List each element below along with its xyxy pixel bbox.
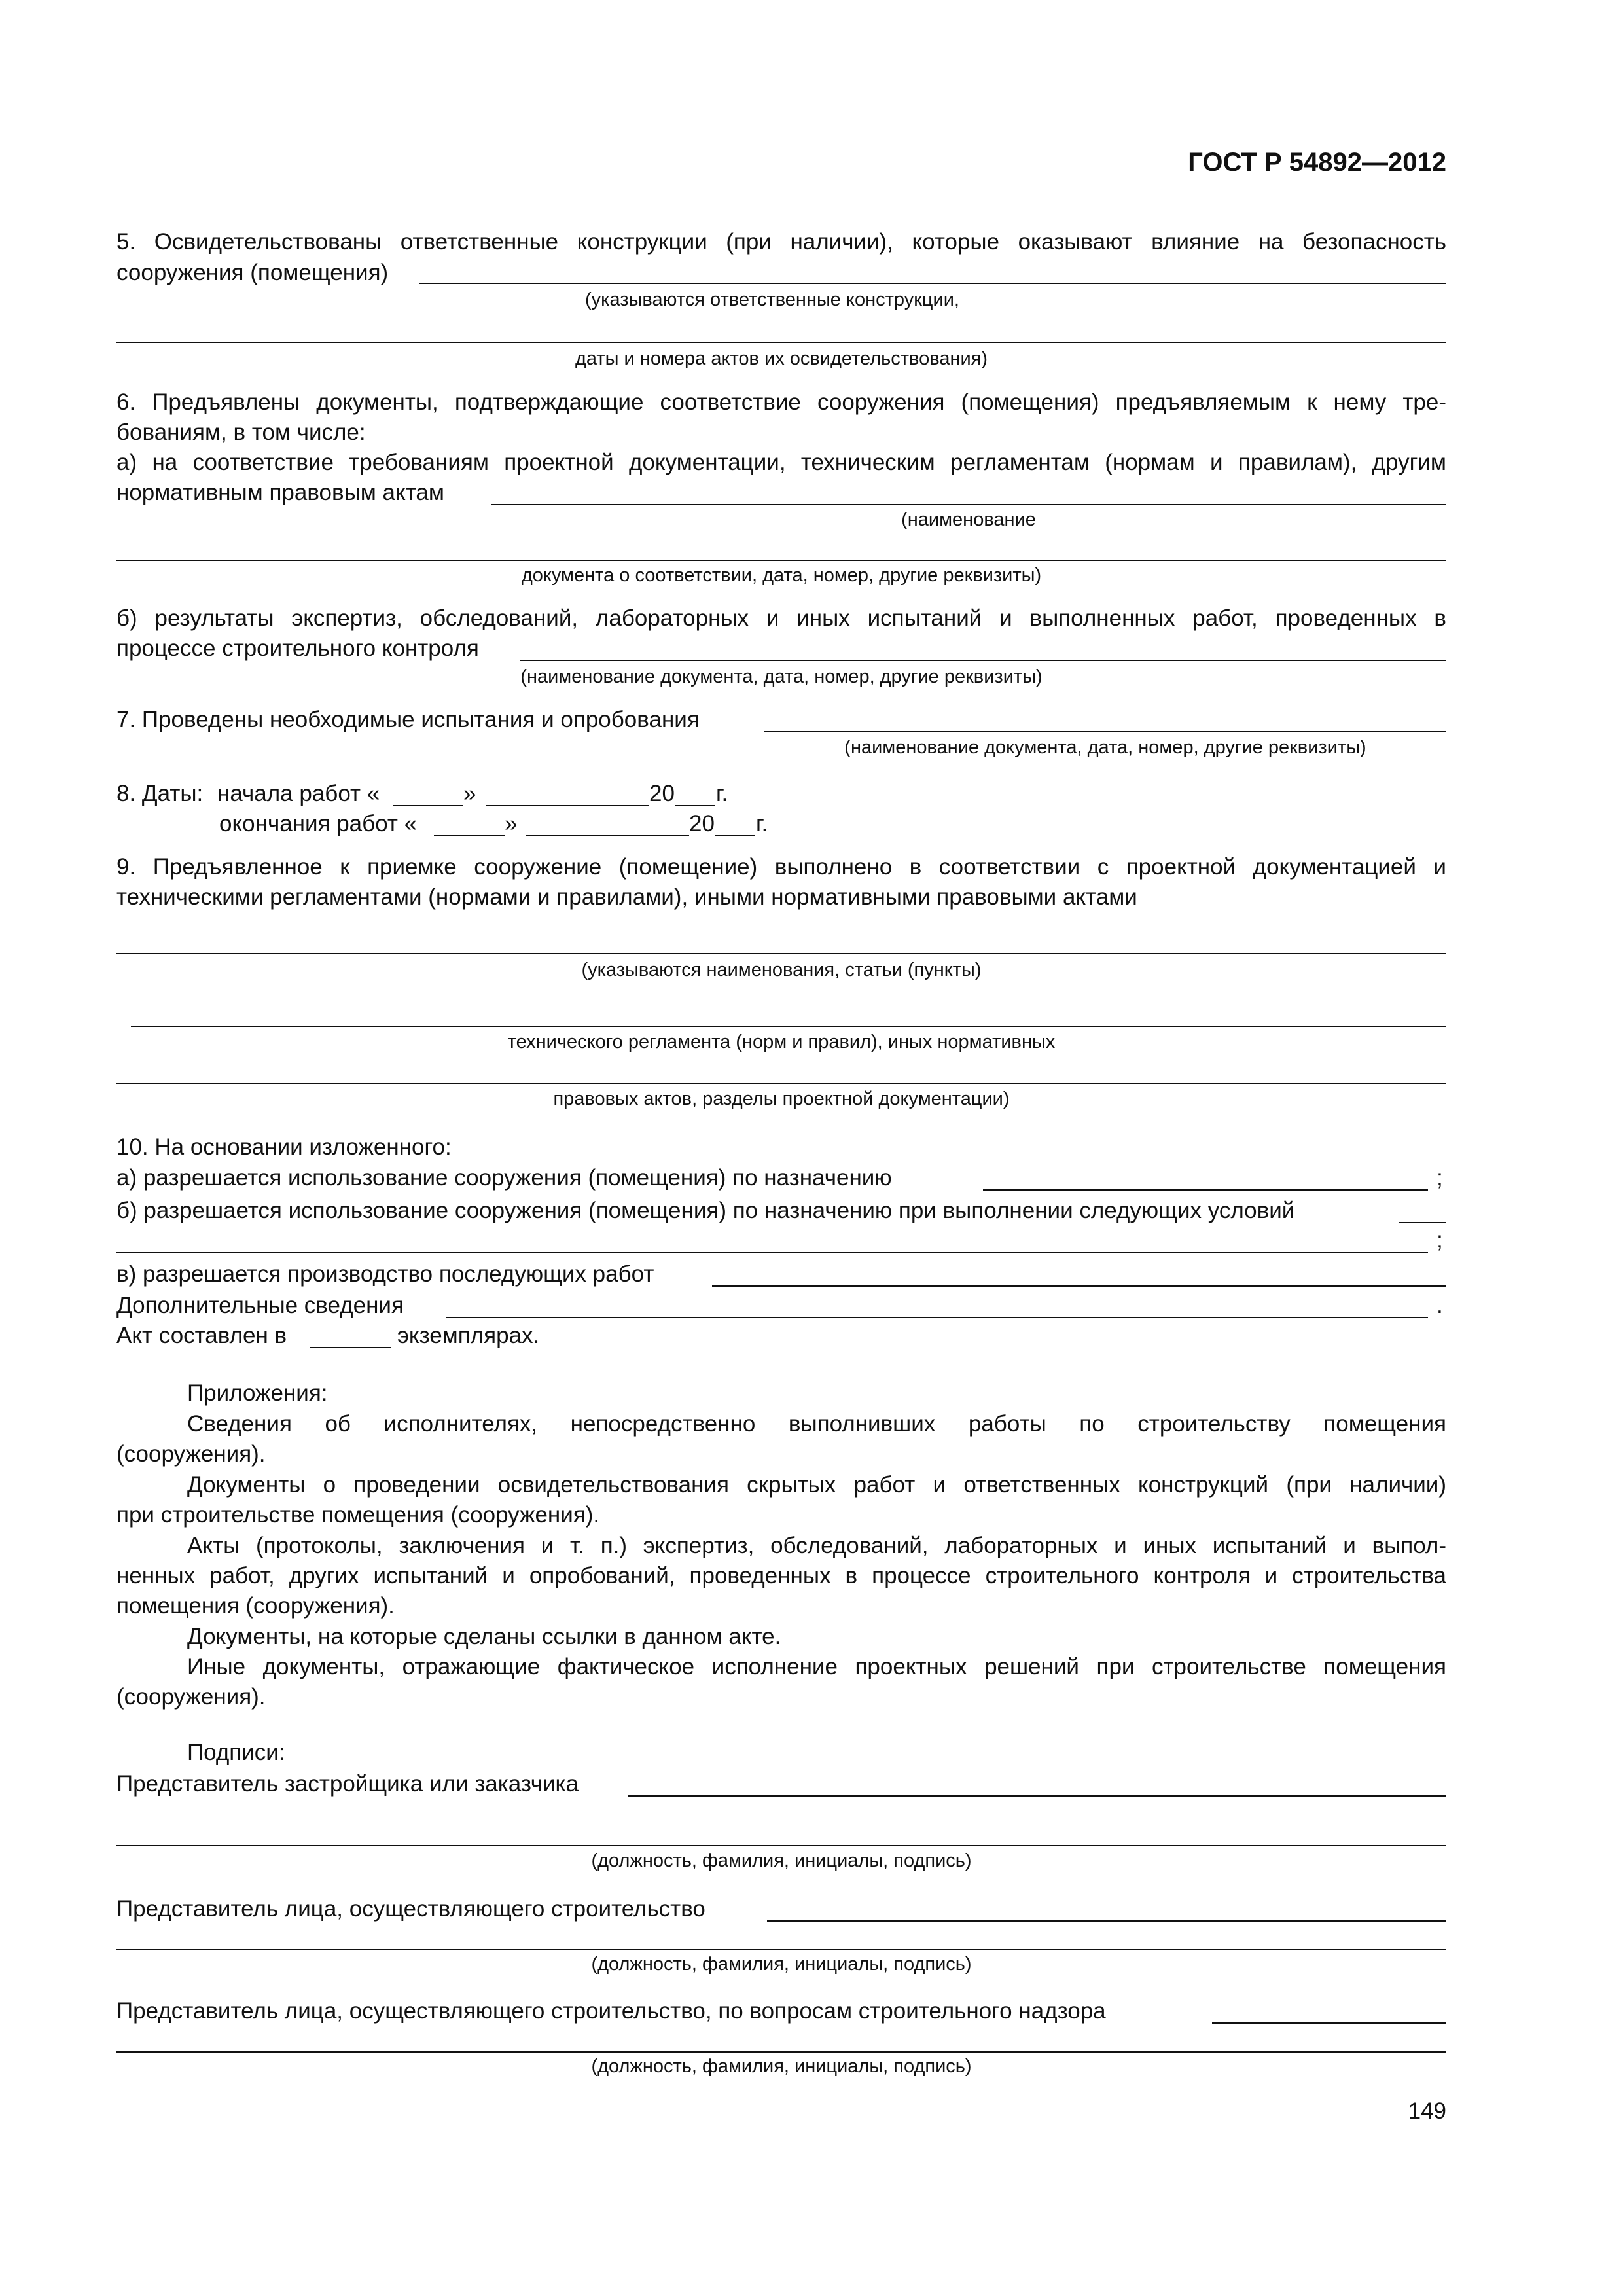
s10-extra-text: Дополнительные сведения	[116, 1293, 404, 1318]
appendix-2-line2: при строительстве помещения (сооружения).	[116, 1502, 600, 1528]
s8-end-label: окончания работ «	[219, 811, 418, 836]
appendix-5-line2: (сооружения).	[116, 1684, 266, 1710]
s8-start-year-prefix: 20	[649, 781, 675, 806]
s8-label: 8. Даты:	[116, 781, 204, 806]
s6-a-field-2[interactable]	[116, 560, 1446, 561]
s8-start-year-suffix: г.	[716, 781, 728, 806]
appendix-1-line2: (сооружения).	[116, 1441, 266, 1467]
s6-a-line1: а) на соответствие требованиям проектной документации, техническим регламентам (нормам и правилам), другим	[116, 450, 1446, 475]
s6-line1: 6. Предъявлены документы, подтверждающие соответствие сооружения (помещения) предъявляемым к нему тре-	[116, 389, 1446, 415]
rep2-field-1[interactable]	[767, 1920, 1446, 1922]
s7-field[interactable]	[764, 731, 1446, 732]
appendix-4: Документы, на которые сделаны ссылки в данном акте.	[187, 1624, 781, 1649]
s5-caption-1: (указываются ответственные конструкции,	[585, 289, 959, 310]
s7-line: 7. Проведены необходимые испытания и опробования	[116, 707, 700, 732]
appendix-1-line1: Сведения об исполнителях, непосредственно выполнивших работы по строительству помещения	[187, 1411, 1446, 1437]
s8-end-year-prefix: 20	[689, 811, 715, 836]
s8-start-year-field[interactable]	[675, 805, 715, 806]
rep1-label: Представитель застройщика или заказчика	[116, 1771, 579, 1797]
s8-start-month-field[interactable]	[486, 805, 649, 806]
rep2-caption: (должность, фамилия, инициалы, подпись)	[591, 1954, 972, 1975]
s9-field-2[interactable]	[131, 1026, 1446, 1027]
rep2-field-2[interactable]	[116, 1949, 1446, 1950]
s8-start-label: начала работ «	[217, 781, 380, 806]
signatures-title: Подписи:	[187, 1740, 285, 1765]
s9-field-1[interactable]	[116, 953, 1446, 954]
s6-b-field[interactable]	[520, 660, 1446, 661]
s7-caption: (наименование документа, дата, номер, другие реквизиты)	[844, 737, 1366, 758]
s6-a-line2: нормативным правовым актам	[116, 480, 444, 505]
s6-line2: бованиям, в том числе:	[116, 420, 366, 445]
rep3-caption: (должность, фамилия, инициалы, подпись)	[591, 2056, 972, 2077]
s8-start-day-field[interactable]	[393, 805, 463, 806]
s6-b-caption: (наименование документа, дата, номер, другие реквизиты)	[520, 666, 1043, 687]
s5-field-1[interactable]	[419, 283, 1446, 284]
s10-a-field[interactable]	[983, 1189, 1428, 1191]
s6-a-caption-2: документа о соответствии, дата, номер, другие реквизиты)	[521, 565, 1042, 586]
s5-field-2[interactable]	[116, 342, 1446, 343]
appendix-2-line1: Документы о проведении освидетельствования скрытых работ и ответственных конструкций (при наличии)	[187, 1472, 1446, 1498]
s9-line2: техническими регламентами (нормами и правилами), иными нормативными правовыми актами	[116, 884, 1137, 910]
appendices-title: Приложения:	[187, 1380, 328, 1406]
appendix-3-line3: помещения (сооружения).	[116, 1593, 395, 1619]
page-number: 149	[1408, 2098, 1446, 2124]
rep1-field-1[interactable]	[628, 1795, 1446, 1797]
rep3-field-2[interactable]	[116, 2051, 1446, 2053]
s10-extra-period: .	[1436, 1293, 1443, 1318]
s5-line2: сооружения (помещения)	[116, 260, 389, 285]
rep3-label: Представитель лица, осуществляющего строительство, по вопросам строительного надзора	[116, 1998, 1106, 2024]
s10-b-text: б) разрешается использование сооружения (помещения) по назначению при выполнении следующих условий	[116, 1198, 1295, 1223]
rep1-field-2[interactable]	[116, 1845, 1446, 1846]
appendix-3-line1: Акты (протоколы, заключения и т. п.) экспертиз, обследований, лабораторных и иных испытаний и выпол-	[187, 1533, 1446, 1558]
s10-b-field-2[interactable]	[116, 1252, 1428, 1253]
s10-b-semicolon: ;	[1436, 1227, 1443, 1253]
appendix-5-line1: Иные документы, отражающие фактическое исполнение проектных решений при строительстве помещения	[187, 1654, 1446, 1679]
s9-caption-3: правовых актов, разделы проектной документации)	[553, 1088, 1010, 1109]
s9-caption-2: технического регламента (норм и правил), иных нормативных	[507, 1031, 1056, 1052]
s10-copies-field[interactable]	[310, 1347, 391, 1348]
s10-copies-prefix: Акт составлен в	[116, 1323, 287, 1348]
s9-field-3[interactable]	[116, 1083, 1446, 1084]
rep1-caption: (должность, фамилия, инициалы, подпись)	[591, 1850, 972, 1871]
standard-number: ГОСТ Р 54892—2012	[1188, 148, 1446, 177]
s8-end-year-suffix: г.	[756, 811, 768, 836]
appendix-3-line2: ненных работ, других испытаний и опробований, проведенных в процессе строительного контроля и строительства	[116, 1563, 1446, 1588]
s10-c-text: в) разрешается производство последующих работ	[116, 1261, 654, 1287]
s6-b-line2: процессе строительного контроля	[116, 636, 479, 661]
s8-end-day-field[interactable]	[434, 835, 505, 836]
s8-end-quote: »	[505, 811, 518, 836]
s5-caption-2: даты и номера актов их освидетельствования)	[575, 348, 988, 369]
s8-end-year-field[interactable]	[715, 835, 755, 836]
s8-start-quote: »	[463, 781, 476, 806]
s10-copies-suffix: экземплярах.	[397, 1323, 540, 1348]
rep3-field-1[interactable]	[1212, 2022, 1446, 2024]
s10-extra-field[interactable]	[446, 1317, 1428, 1318]
s10-c-field[interactable]	[712, 1285, 1446, 1287]
s10-title: 10. На основании изложенного:	[116, 1134, 452, 1160]
s6-b-line1: б) результаты экспертиз, обследований, лабораторных и иных испытаний и выполненных работ, проведенных в	[116, 605, 1446, 631]
s10-a-text: а) разрешается использование сооружения (помещения) по назначению	[116, 1165, 892, 1191]
s6-a-field-1[interactable]	[491, 504, 1446, 505]
s9-caption-1: (указываются наименования, статьи (пункты)	[581, 960, 982, 980]
s10-a-semicolon: ;	[1436, 1165, 1443, 1191]
s8-end-month-field[interactable]	[526, 835, 689, 836]
s9-line1: 9. Предъявленное к приемке сооружение (помещение) выполнено в соответствии с проектной документацией и	[116, 854, 1446, 880]
s6-a-caption-1: (наименование	[901, 509, 1036, 530]
s10-b-field-1[interactable]	[1399, 1222, 1446, 1223]
s5-line1: 5. Освидетельствованы ответственные конструкции (при наличии), которые оказывают влияние на безопасность	[116, 229, 1446, 255]
rep2-label: Представитель лица, осуществляющего строительство	[116, 1896, 705, 1922]
